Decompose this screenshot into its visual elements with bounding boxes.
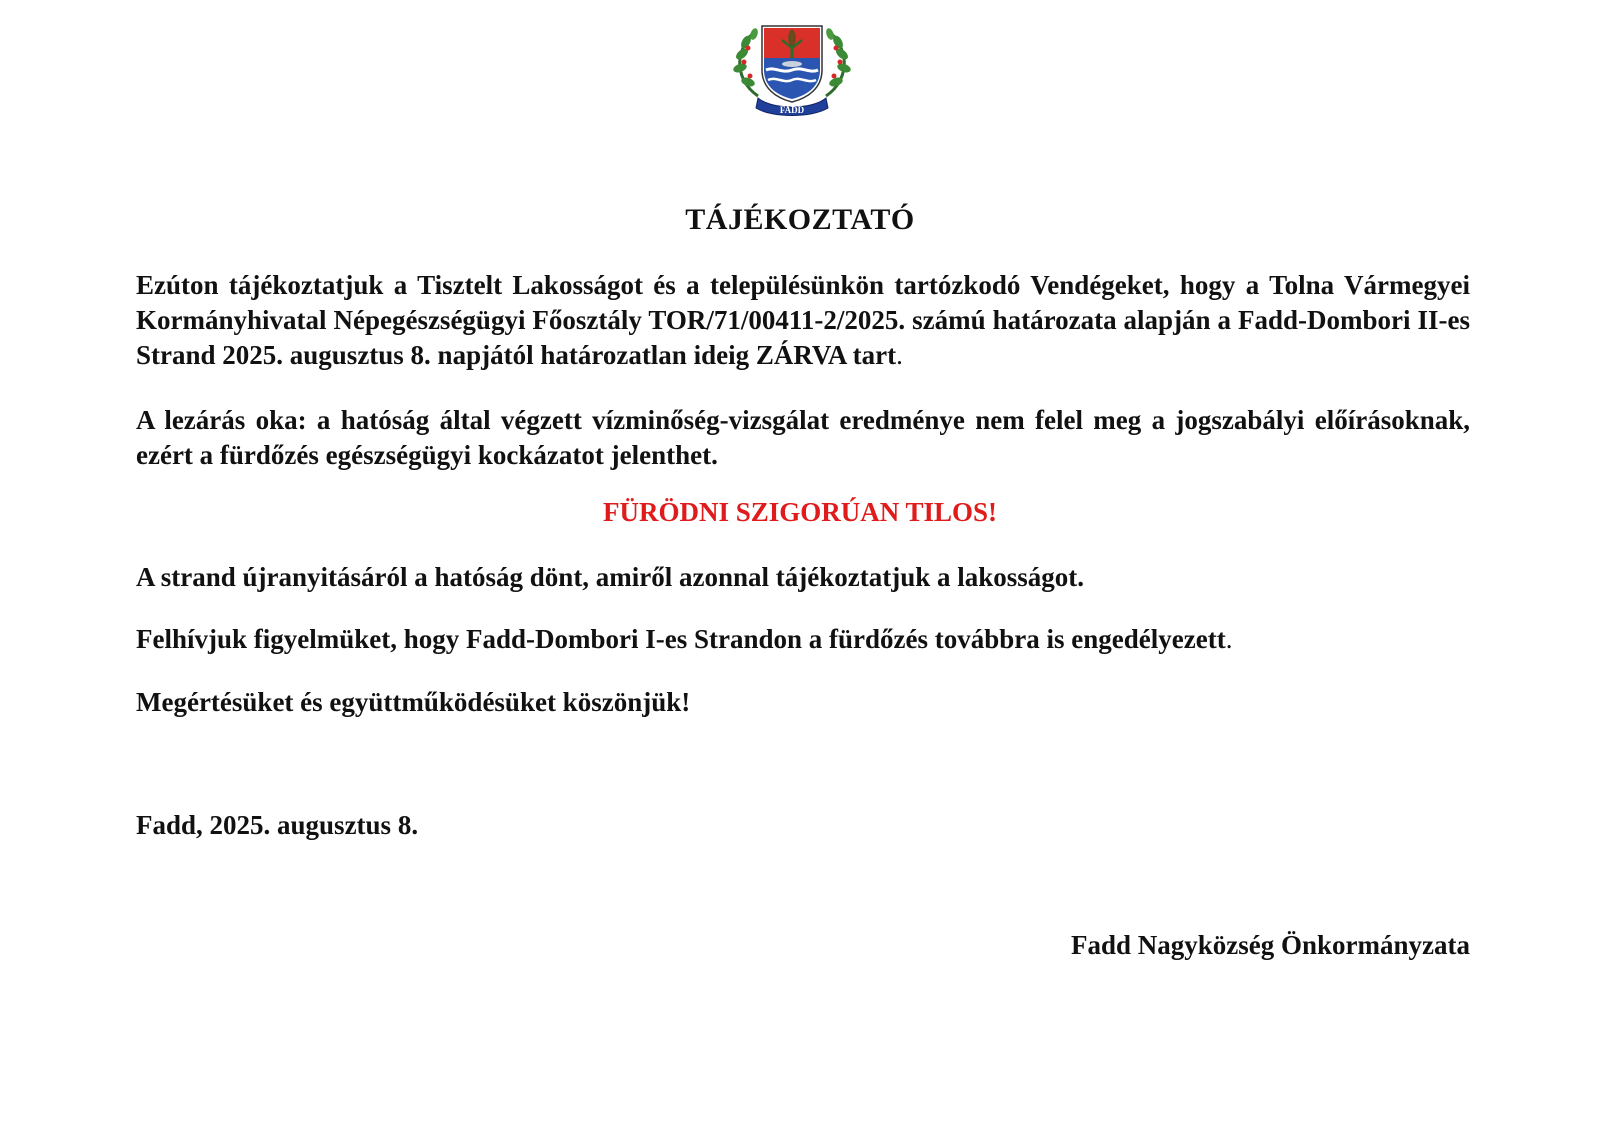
- document-title: TÁJÉKOZTATÓ: [685, 203, 915, 236]
- paragraph-thanks: Megértésüket és együttműködésüket köszönjük!: [136, 687, 691, 717]
- shield-icon: [762, 26, 822, 102]
- crest-ribbon-text: FADD: [779, 105, 805, 115]
- paragraph-other-beach-text: Felhívjuk figyelmüket, hogy Fadd-Dombori I-es Strandon a fürdőzés továbbra is engedélyezett: [136, 624, 1226, 654]
- left-foliage-icon: [732, 27, 759, 96]
- paragraph-reopening: A strand újranyitásáról a hatóság dönt, amiről azonnal tájékoztatjuk a lakosságot.: [136, 562, 1085, 592]
- paragraph-closure-text: Ezúton tájékoztatjuk a Tisztelt Lakosságot és a településünkön tartózkodó Vendégeket, hogy a Tolna Vármegyei Kormányhivatal Népegészségügyi Főosztály TOR/71/00411-2/2025. számú határozata alapján a Fadd-Dombori II-es Strand 2025. augusztus 8. napjától határozatlan ideig ZÁRVA tart: [136, 270, 1470, 370]
- paragraph-closure-period: .: [896, 340, 903, 370]
- paragraph-other-beach: [136, 622, 1470, 657]
- right-foliage-icon: [825, 27, 852, 96]
- signature: Fadd Nagyközség Önkormányzata: [1070, 930, 1470, 960]
- paragraph-other-beach-period: .: [1225, 624, 1233, 654]
- swimming-prohibited-warning: FÜRÖDNI SZIGORÚAN TILOS!: [602, 497, 998, 527]
- date-line: Fadd, 2025. augusztus 8.: [136, 810, 419, 840]
- paragraph-closure-notice: [136, 268, 1470, 373]
- fadd-coat-of-arms-logo: [728, 18, 856, 118]
- paragraph-closure-reason: A lezárás oka: a hatóság által végzett vízminőség-vizsgálat eredménye nem felel meg a jogszabályi előírásoknak, ezért a fürdőzés egészségügyi kockázatot jelenthet.: [136, 405, 1470, 470]
